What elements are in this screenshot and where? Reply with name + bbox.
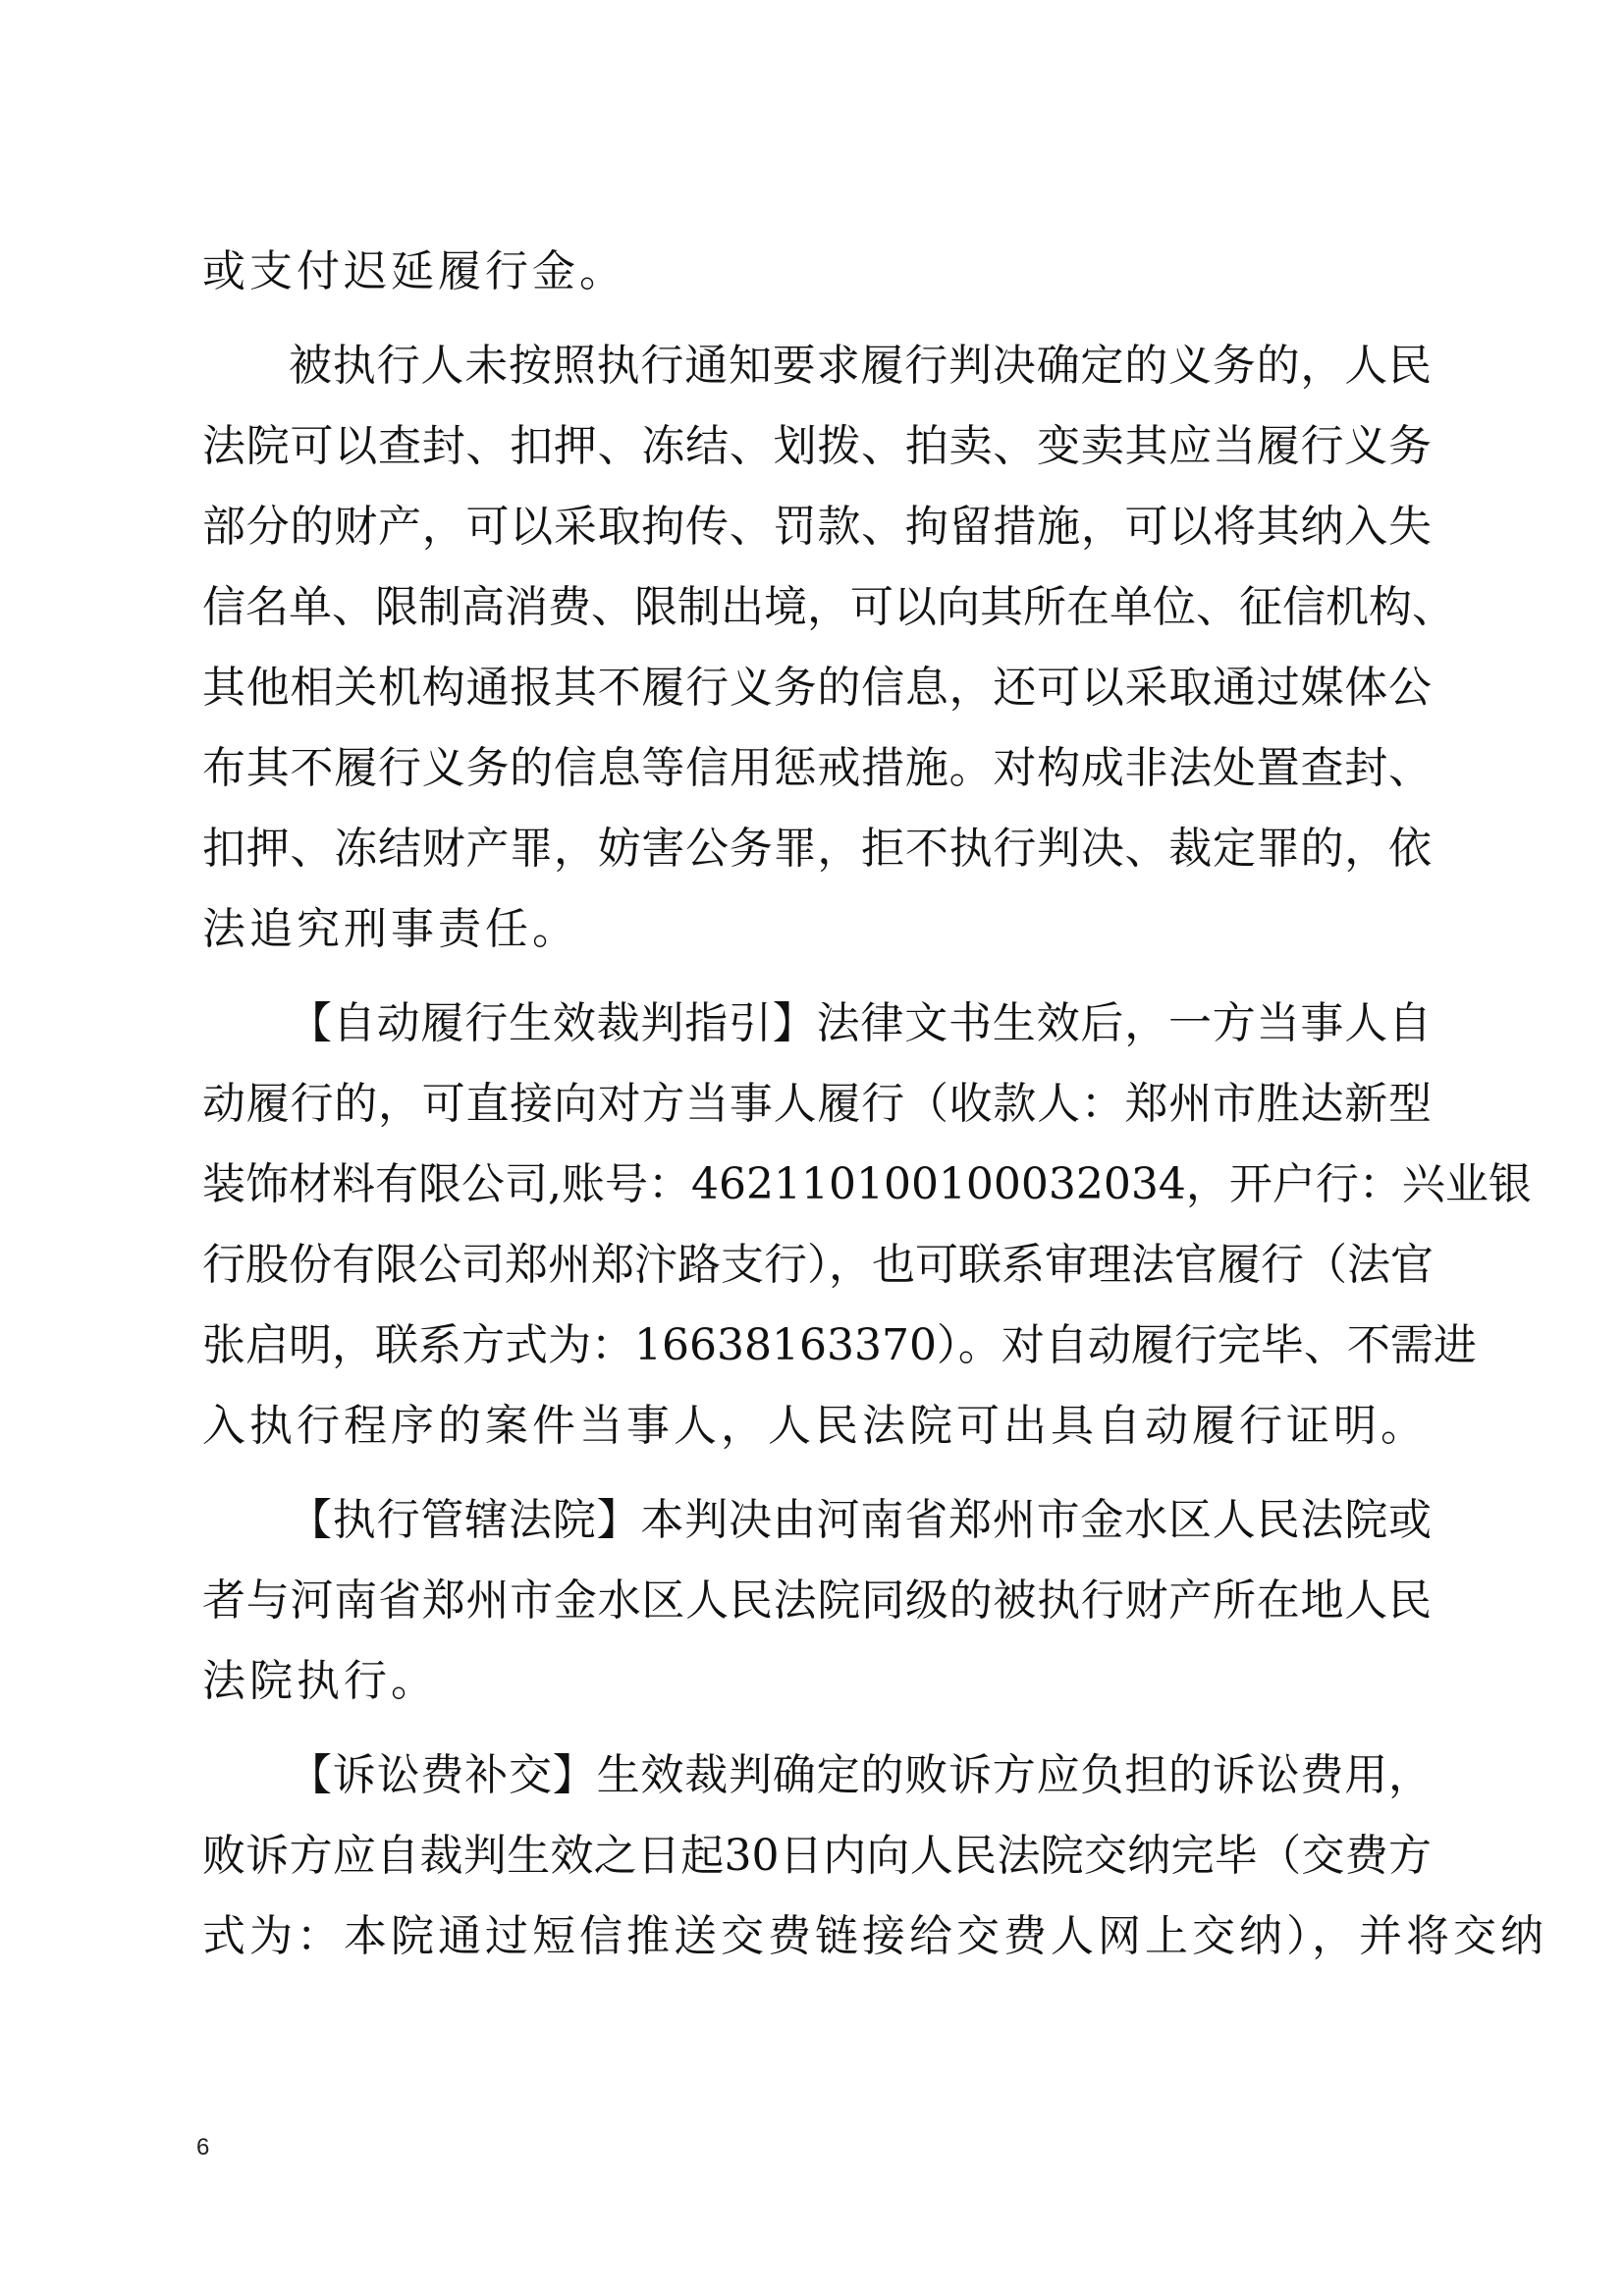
paragraph-gap [202, 312, 1432, 326]
paragraph [202, 1735, 1547, 1977]
text-line: 装饰材料有限公司,账号：462110100100032034，开户行：兴业银 [202, 1159, 1532, 1209]
text-line: 败诉方应自裁判生效之日起30日内向人民法院交纳完毕（交费方 [202, 1831, 1432, 1881]
paragraph-gap [202, 1722, 1432, 1735]
text-line: 法院执行。 [202, 1656, 438, 1706]
text-line: 式为：本院通过短信推送交费链接给交费人网上交纳），并将交纳 [202, 1911, 1547, 1961]
text-line: 【诉讼费补交】生效裁判确定的败诉方应负担的诉讼费用， [289, 1750, 1432, 1800]
text-line: 行股份有限公司郑州郑汴路支行），也可联系审理法官履行（法官 [202, 1240, 1434, 1290]
text-line: 【执行管辖法院】本判决由河南省郑州市金水区人民法院或 [289, 1495, 1432, 1545]
text-line: 法院可以查封、扣押、冻结、划拨、拍卖、变卖其应当履行义务 [202, 421, 1432, 471]
text-line: 扣押、冻结财产罪，妨害公务罪，拒不执行判决、裁定罪的，依 [202, 824, 1432, 874]
text-line: 【自动履行生效裁判指引】法律文书生效后，一方当事人自 [289, 998, 1432, 1048]
paragraph-gap [202, 1467, 1432, 1480]
text-line: 信名单、限制高消费、限制出境，可以向其所在单位、征信机构、 [202, 582, 1455, 632]
paragraph [202, 1480, 1432, 1722]
text-line: 法追究刑事责任。 [202, 904, 579, 954]
text-line: 其他相关机构通报其不履行义务的信息，还可以采取通过媒体公 [202, 663, 1432, 713]
text-line: 部分的财产，可以采取拘传、罚款、拘留措施，可以将其纳入失 [202, 502, 1432, 552]
text-line: 者与河南省郑州市金水区人民法院同级的被执行财产所在地人民 [202, 1575, 1432, 1626]
page-number: 6 [196, 2134, 210, 2161]
paragraph-gap [202, 970, 1432, 984]
paragraph [202, 984, 1532, 1467]
text-line: 或支付迟延履行金。 [202, 246, 626, 296]
paragraph [202, 232, 1432, 312]
text-line: 被执行人未按照执行通知要求履行判决确定的义务的，人民 [289, 341, 1432, 391]
text-line: 动履行的，可直接向对方当事人履行（收款人：郑州市胜达新型 [202, 1079, 1432, 1129]
text-line: 布其不履行义务的信息等信用惩戒措施。对构成非法处置查封、 [202, 743, 1432, 793]
text-line: 张启明，联系方式为：16638163370）。对自动履行完毕、不需进 [202, 1320, 1477, 1370]
document-body [202, 232, 1547, 1977]
paragraph [202, 326, 1455, 970]
text-line: 入执行程序的案件当事人，人民法院可出具自动履行证明。 [202, 1401, 1428, 1451]
